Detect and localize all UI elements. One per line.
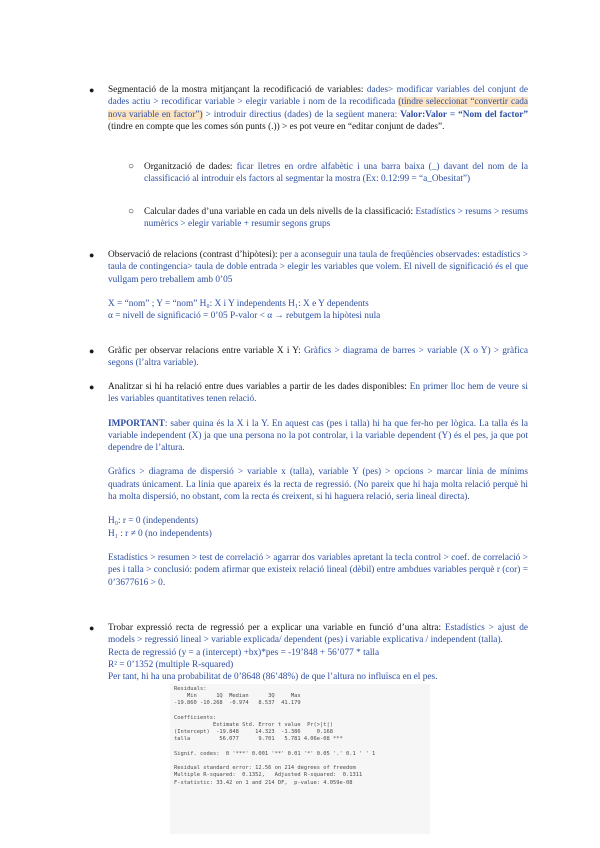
analitzar-h1: H₁ : r ≠ 0 (no independents): [108, 528, 212, 539]
section-organitzacio: [144, 161, 528, 186]
sub-bullet-icon: ○: [128, 206, 135, 217]
section-calcular: [144, 206, 528, 231]
analitzar-h0: H₀: r = 0 (independents): [108, 516, 199, 527]
sub-bullet-icon: ○: [128, 161, 135, 172]
segmentacio-label: Segmentació de la mostra mitjançant la recodificació de variables:: [108, 85, 364, 95]
calcular-text: Estadístics > resums > resums numèrics > elegir variable + resumir segons grups: [144, 207, 528, 230]
calcular-label: Calcular dades d’una variable en cada un dels nivells de la classificació:: [144, 207, 414, 217]
important-label: IMPORTANT: [108, 418, 165, 429]
bullet-icon: ●: [89, 250, 95, 260]
section-analitzar: [108, 381, 528, 589]
section-observacio: [108, 249, 528, 322]
segmentacio-formula: Valor:Valor = “Nom del factor”: [400, 109, 529, 120]
observacio-text: per a aconseguir una taula de freqüències observades: estadístics > taula de contingencia> taula de doble entrada > elegir les variables que volem. El nivell de significació és el que vullgam pero treballem amb 0’05: [108, 250, 528, 285]
analitzar-label: Analitzar si hi ha relació entre dues variables a partir de les dades disponibles:: [108, 382, 407, 392]
segmentacio-highlight: (tindre seleccionat “convertir cada nova variable en factor”): [108, 97, 529, 120]
regressio-recta: Recta de regressió (y = a (intercept) +bx)*pes = -19’848 + 56’077 * talla: [108, 647, 380, 658]
section-regressio: [108, 622, 528, 683]
bullet-icon: ●: [89, 346, 95, 356]
bullet-icon: ●: [89, 85, 95, 95]
r-output-screenshot: Residuals: Min 1Q Median 3Q Max -19.860 -10.268 -0.974 8.537 41.179 Coefficients: Estimate Std. Error t value Pr(>|t|) (Intercept) -19.848 14.323 -1.386 0.168 talla 56.077 9.701 5.781 4.06e-08 *** Signif. codes: 0 '***' 0.001 '**' 0.01 '*' 0.05 '.' 0.1 ' ' 1 Residual standard error: 12.56 on 214 degrees of freedom Multiple R-squared: 0.1352, Adjusted R-squared: 0.1311 F-statistic: 33.42 on 1 and 214 DF, p-value: 4.059e-08: [170, 684, 430, 834]
bullet-icon: ●: [89, 623, 95, 633]
grafic-text: Gràfics > diagrama de barres > variable (X o Y) > gràfica segons (l’altra variable).: [108, 346, 529, 369]
regressio-text: Estadístics > ajust de models > regressió lineal > variable explicada/ dependent (pes) i variable explicativa / independent (talla).: [108, 623, 529, 646]
regressio-r2: R² = 0’1352 (multiple R-squared): [108, 659, 234, 670]
observacio-significacio: α = nivell de significació = 0’05 P-valor < α → rebutgem la hipòtesi nula: [108, 311, 381, 322]
regressio-label: Trobar expressió recta de regressió per a explicar una variable en funció d’una altra:: [108, 623, 442, 633]
segmentacio-text-2: > introduir directius (dades) de la següent manera:: [202, 109, 401, 120]
analitzar-dispersio: Gràfics > diagrama de dispersió > variable x (talla), variable Y (pes) > opcions > marcar línia de mínims quadrats únicament. La línia que apareix és la recta de regressió. (No pareix que hi haja molta relació perquè hi ha molta dispersió, no obstant, com la recta és creixent, si hi haguera relació, seria lineal directa).: [108, 467, 528, 503]
observacio-label: Observació de relacions (contrast d’hipòtesi):: [108, 250, 278, 260]
segmentacio-text: dades> modificar variables del conjunt de dades actiu > recodificar variable > elegir variable i nom de la recodificada: [108, 85, 528, 108]
section-segmentacio: [108, 84, 528, 133]
analitzar-text: En primer lloc hem de veure si les variables quantitatives tenen relació.: [108, 382, 528, 405]
regressio-conclusio: Per tant, hi ha una probabilitat de 0’8648 (86’48%) de que l’altura no influïsca en el pes.: [108, 672, 438, 683]
organitzacio-label: Organització de dades:: [144, 162, 233, 172]
observacio-hipotesis: X = “nom” ; Y = “nom” H₀: X i Y independents H₁: X e Y dependents: [108, 298, 369, 309]
section-grafic: [108, 345, 528, 370]
analitzar-correlacio: Estadístics > resumen > test de correlació > agarrar dos variables apretant la tecla control > coef. de correlació > pes i talla > conclusió: podem afirmar que existeix relació lineal (dèbil) entre ambdues variables perquè r (cor) = 0’3677616 > 0.: [108, 552, 528, 588]
organitzacio-text: ficar lletres en ordre alfabètic i una barra baixa (_) davant del nom de la classificació al introduir els factors al segmentar la mostra (Ex: 0.12:99 = “a_Obesitat”): [144, 162, 528, 185]
important-text: : saber quina és la X i la Y. En aquest cas (pes i talla) hi ha que fer-ho per lògica. La talla és la variable independent (X) ja que una persona no la pot controlar, i la variable dependent (Y) és el pes, ja que pot dependre de l’altura.: [108, 418, 528, 454]
segmentacio-text-3: (tindre en compte que les comes són punts (.)) > es pot veure en “editar conjunt de dades”.: [108, 121, 445, 132]
bullet-icon: ●: [89, 382, 95, 392]
grafic-label: Gràfic per observar relacions entre variable X i Y:: [108, 346, 301, 356]
